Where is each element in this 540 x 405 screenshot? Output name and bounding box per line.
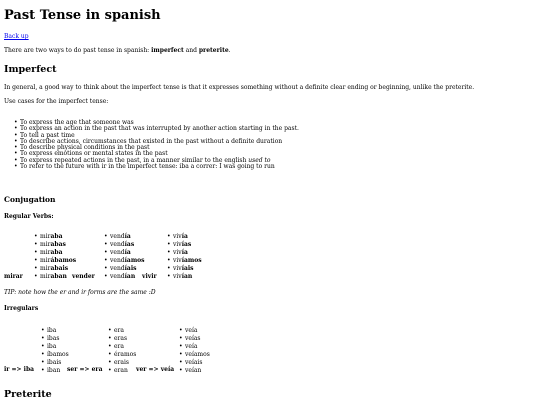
intro-text-pre: There are two ways to do past tense in spanish: xyxy=(4,47,152,54)
verb-ending: íais xyxy=(124,265,137,272)
verb-stem: mir xyxy=(40,273,51,280)
irregular-ver-forms xyxy=(179,327,210,375)
verb-ending: ía xyxy=(181,249,188,256)
verb-stem: viv xyxy=(173,241,182,248)
verb-stem: vend xyxy=(110,257,125,264)
tip-note: TIP: note how the er and ir forms are the same :D xyxy=(4,289,156,296)
conjugation-form: • era xyxy=(108,343,136,351)
verb-ending: ábamos xyxy=(50,257,77,264)
conjugation-form xyxy=(34,249,76,257)
verb-stem: viv xyxy=(173,257,182,264)
regular-verb-label-vender: vender xyxy=(72,273,95,280)
use-case-item: • To describe physical conditions in the past xyxy=(14,145,299,151)
conjugation-heading: Conjugation xyxy=(4,195,56,204)
preterite-heading: Preterite xyxy=(4,389,52,400)
use-case-item: • To express an action in the past that was interrupted by another action starting in the past. xyxy=(14,126,299,132)
irregular-verb-label-ver: ver => veía xyxy=(136,366,175,373)
use-case-item: • To tell a past time xyxy=(14,133,299,139)
use-cases-label: Use cases for the imperfect tense: xyxy=(4,98,109,105)
intro-text-mid: and xyxy=(183,47,199,54)
verb-ending: ían xyxy=(181,273,193,280)
conjugation-form xyxy=(34,273,76,281)
verb-ending: aba xyxy=(50,233,63,240)
use-case-item: • To refer to the future with ir in the imperfect tense: iba a correr: I was going to run xyxy=(14,164,299,170)
intro-text-post: . xyxy=(228,47,231,54)
verb-ending: abas xyxy=(50,241,66,248)
verb-stem: mir xyxy=(40,241,51,248)
verb-ending: aban xyxy=(50,273,67,280)
verb-ending: ían xyxy=(124,273,136,280)
verb-ending: ía xyxy=(124,249,131,256)
verb-stem: viv xyxy=(173,233,182,240)
verb-ending: íamos xyxy=(181,257,202,264)
verb-stem: mir xyxy=(40,249,51,256)
verb-stem: mir xyxy=(40,233,51,240)
conjugation-form xyxy=(104,233,145,241)
conjugation-form: • erais xyxy=(108,359,136,367)
verb-stem: viv xyxy=(173,265,182,272)
conjugation-form xyxy=(34,233,76,241)
verb-stem: vend xyxy=(110,265,125,272)
verb-ending: abais xyxy=(50,265,69,272)
conjugation-form xyxy=(104,249,145,257)
back-up-link[interactable]: Back up xyxy=(4,33,29,40)
conjugation-form: • ibais xyxy=(41,359,69,367)
page-title: Past Tense in spanish xyxy=(4,8,161,23)
regular-verb-label-mirar: mirar xyxy=(4,273,23,280)
conjugation-form xyxy=(167,265,202,273)
irregular-ser-forms xyxy=(108,327,136,375)
irregular-verb-label-ir: ir => iba xyxy=(4,366,35,373)
conjugation-form xyxy=(167,249,202,257)
verb-stem: vend xyxy=(110,233,125,240)
intro-preterite: preterite xyxy=(198,47,229,54)
verb-stem: viv xyxy=(173,249,182,256)
conjugation-form: • veíamos xyxy=(179,351,210,359)
regular-verb-label-vivir: vivir xyxy=(142,273,157,280)
conjugation-form xyxy=(104,257,145,265)
intro-paragraph xyxy=(4,47,231,54)
conjugation-form xyxy=(167,241,202,249)
regular-vender-forms xyxy=(104,233,145,281)
use-case-item: • To express the age that someone was xyxy=(14,120,299,126)
verb-ending: aba xyxy=(50,249,63,256)
verb-ending: ías xyxy=(181,241,192,248)
irregular-ir-forms xyxy=(41,327,69,375)
verb-stem: vend xyxy=(110,249,125,256)
verb-stem: mir xyxy=(40,265,51,272)
conjugation-form: • eras xyxy=(108,335,136,343)
conjugation-form: • veía xyxy=(179,327,210,335)
back-link-paragraph xyxy=(4,33,29,40)
use-case-item: • To express emotions or mental states in the past xyxy=(14,151,299,157)
conjugation-form: • veíais xyxy=(179,359,210,367)
conjugation-form: • iban xyxy=(41,367,69,375)
conjugation-form: • iba xyxy=(41,327,69,335)
regular-mirar-forms xyxy=(34,233,76,281)
conjugation-form: • eran xyxy=(108,367,136,375)
conjugation-form: • iba xyxy=(41,343,69,351)
conjugation-form xyxy=(104,273,145,281)
verb-ending: íais xyxy=(181,265,194,272)
conjugation-form xyxy=(34,241,76,249)
conjugation-form xyxy=(167,273,202,281)
conjugation-form: • ibas xyxy=(41,335,69,343)
conjugation-form xyxy=(104,241,145,249)
use-cases-list xyxy=(14,120,299,170)
conjugation-form: • veías xyxy=(179,335,210,343)
conjugation-form xyxy=(167,233,202,241)
regular-vivir-forms xyxy=(167,233,202,281)
conjugation-form xyxy=(167,257,202,265)
use-case-emphasis: used to xyxy=(248,156,271,164)
verb-ending: íamos xyxy=(124,257,145,264)
verb-ending: ía xyxy=(181,233,188,240)
imperfect-description: In general, a good way to think about the imperfect tense is that it expresses something without a definite clear ending or beginning, unlike the preterite. xyxy=(4,84,475,91)
verb-stem: mir xyxy=(40,257,51,264)
conjugation-form: • íbamos xyxy=(41,351,69,359)
verb-ending: ías xyxy=(124,241,135,248)
use-case-item: • To describe actions, circumstances that existed in the past without a definite duration xyxy=(14,139,299,145)
verb-stem: viv xyxy=(173,273,182,280)
irregular-verb-label-ser: ser => era xyxy=(67,366,103,373)
conjugation-form: • éramos xyxy=(108,351,136,359)
conjugation-form: • era xyxy=(108,327,136,335)
use-case-text: To express repeated actions in the past, in a manner similar to the english xyxy=(20,156,249,164)
conjugation-form: • veía xyxy=(179,343,210,351)
conjugation-form: • veían xyxy=(179,367,210,375)
conjugation-form xyxy=(34,257,76,265)
regular-verbs-heading: Regular Verbs: xyxy=(4,213,54,220)
verb-stem: vend xyxy=(110,273,125,280)
intro-imperfect: imperfect xyxy=(151,47,184,54)
conjugation-form xyxy=(104,265,145,273)
verb-ending: ía xyxy=(124,233,131,240)
irregulars-heading: Irregulars xyxy=(4,305,39,312)
imperfect-heading: Imperfect xyxy=(4,64,57,75)
conjugation-form xyxy=(34,265,76,273)
verb-stem: vend xyxy=(110,241,125,248)
